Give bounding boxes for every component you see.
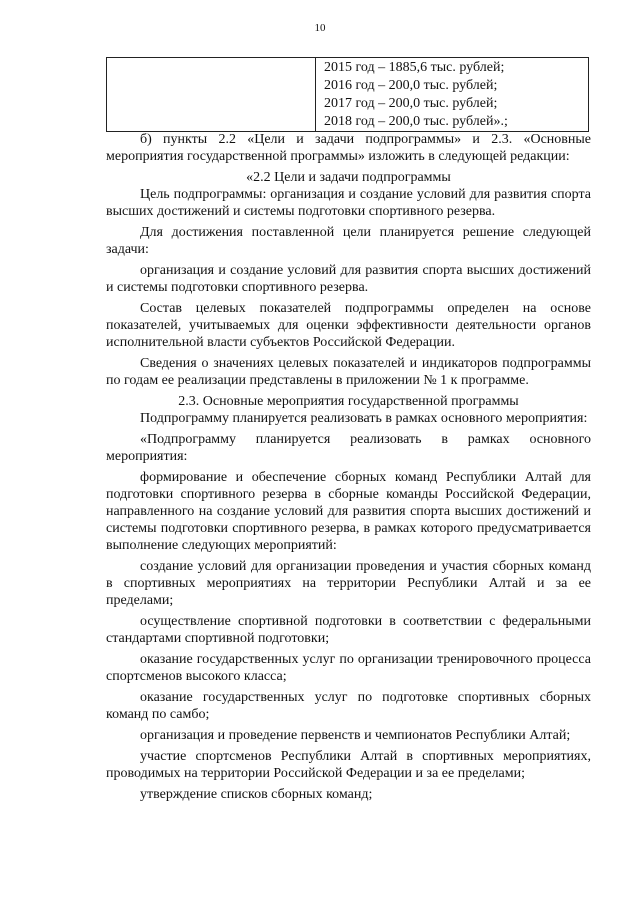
table-cell-empty	[107, 58, 316, 132]
list-item: участие спортсменов Республики Алтай в спортивных мероприятиях, проводимых на территории Российской Федерации и за ее пределами;	[106, 749, 591, 781]
funding-line-2015: 2015 год – 1885,6 тыс. рублей;	[324, 60, 505, 75]
paragraph-main-activity-quoted: «Подпрограмму планируется реализовать в рамках основного мероприятия:	[106, 432, 591, 464]
table-row	[107, 58, 589, 132]
section-heading-2-2: «2.2 Цели и задачи подпрограммы	[246, 170, 451, 185]
list-item: оказание государственных услуг по организации тренировочного процесса спортсменов высокого класса;	[106, 652, 591, 684]
page-number: 10	[314, 22, 326, 34]
funding-line-2018: 2018 год – 200,0 тыс. рублей».;	[324, 114, 508, 129]
list-item: утверждение списков сборных команд;	[140, 787, 373, 802]
funding-line-2016: 2016 год – 200,0 тыс. рублей;	[324, 78, 498, 93]
table-cell-funding	[316, 58, 589, 132]
list-item: осуществление спортивной подготовки в соответствии с федеральными стандартами спортивной подготовки;	[106, 614, 591, 646]
funding-table	[106, 57, 589, 132]
document-body	[106, 131, 591, 803]
list-item: организация и проведение первенств и чемпионатов Республики Алтай;	[140, 728, 571, 743]
paragraph-goal: Цель подпрограммы: организация и создание условий для развития спорта высших достижений и системы подготовки спортивного резерва.	[106, 187, 591, 219]
section-heading-2-3: 2.3. Основные мероприятия государственной программы	[178, 394, 519, 409]
list-item: создание условий для организации проведения и участия сборных команд в спортивных мероприятиях на территории Республики Алтай и за ее пределами;	[106, 559, 591, 608]
paragraph-indicators: Состав целевых показателей подпрограммы определен на основе показателей, учитываемых для оценки эффективности деятельности органов исполнительной власти субъектов Российской Федерации.	[106, 301, 591, 350]
paragraph-main-activity: Подпрограмму планируется реализовать в рамках основного мероприятия:	[140, 411, 588, 426]
paragraph-task: организация и создание условий для развития спорта высших достижений и системы подготовки спортивного резерва.	[106, 263, 591, 295]
paragraph-task-intro: Для достижения поставленной цели планируется решение следующей задачи:	[106, 225, 591, 257]
list-item: оказание государственных услуг по подготовке спортивных сборных команд по самбо;	[106, 690, 591, 722]
paragraph-team-formation: формирование и обеспечение сборных команд Республики Алтай для подготовки спортивного резерва в сборные команды Российской Федерации, направленного на создание условий для развития спорта высших достижений и системы подготовки спортивного резерва, в рамках которого предусматривается выполнение следующих мероприятий:	[106, 470, 591, 553]
paragraph-indicator-values: Сведения о значениях целевых показателей и индикаторов подпрограммы по годам ее реализации представлены в приложении № 1 к программе.	[106, 356, 591, 388]
funding-line-2017: 2017 год – 200,0 тыс. рублей;	[324, 96, 498, 111]
paragraph-amendment-b: б) пункты 2.2 «Цели и задачи подпрограммы» и 2.3. «Основные мероприятия государственной программы» изложить в следующей редакции:	[106, 132, 591, 164]
